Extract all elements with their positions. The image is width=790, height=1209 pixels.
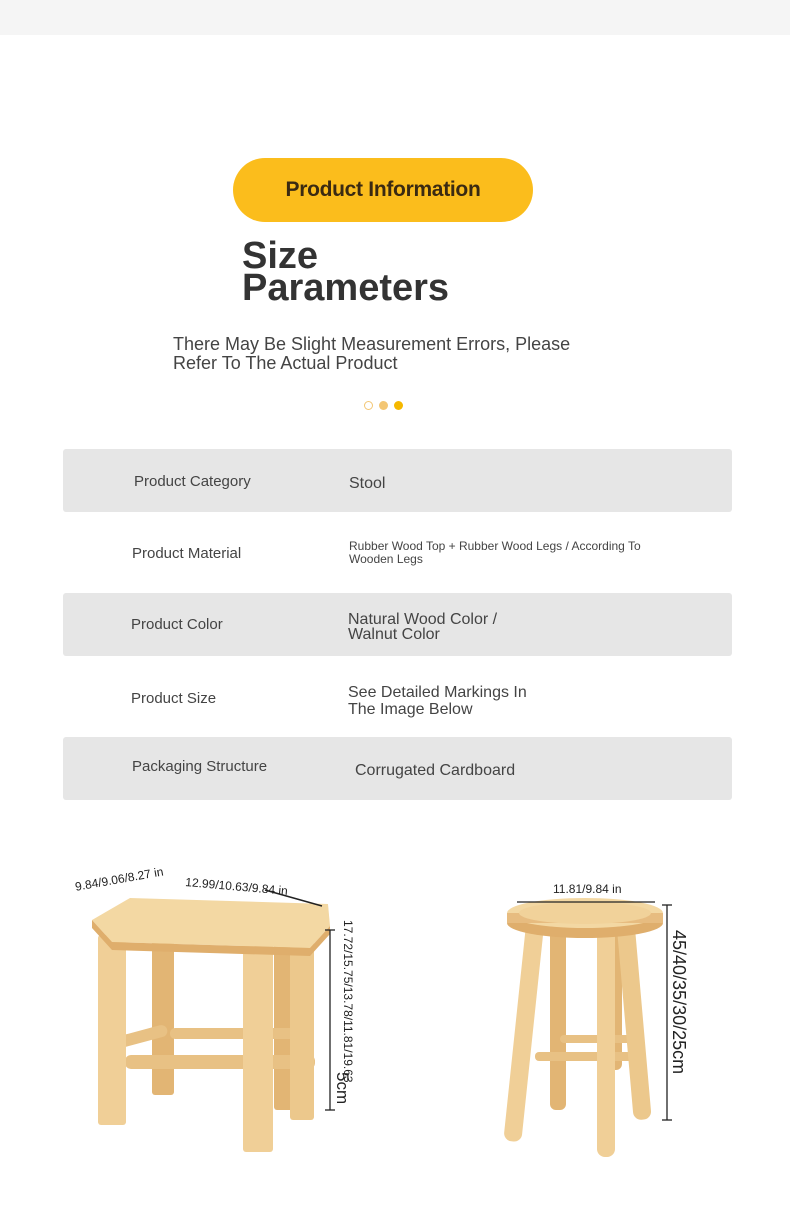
width-dimension: 12.99/10.63/9.84 in — [184, 875, 289, 898]
spec-label: Packaging Structure — [132, 758, 268, 775]
title-line-1: Size — [242, 235, 319, 277]
measurement-note: There May Be Slight Measurement Errors, Please Refer To The Actual Product — [173, 334, 571, 373]
dot-1 — [364, 401, 373, 410]
spec-value: Natural Wood Color / Walnut Color — [348, 611, 498, 643]
badge-label: Product Information — [285, 178, 481, 201]
spec-value: Rubber Wood Top + Rubber Wood Legs / According To Wooden Legs — [349, 539, 641, 566]
spec-value: See Detailed Markings In The Image Below — [348, 684, 527, 718]
page-title — [242, 235, 450, 309]
square-stool-image — [60, 860, 380, 1170]
spec-label: Product Size — [131, 690, 217, 707]
product-information-badge — [233, 158, 533, 222]
round-height-dimension: 45/40/35/30/25cm — [669, 930, 689, 1075]
depth-dimension: 9.84/9.06/8.27 in — [74, 864, 165, 894]
top-bar — [0, 0, 790, 35]
spec-label: Product Material — [132, 545, 242, 562]
spec-value: Stool — [349, 475, 386, 492]
dot-2 — [379, 401, 388, 410]
diameter-dimension: 11.81/9.84 in — [553, 882, 622, 896]
title-line-2: Parameters — [242, 267, 450, 309]
height-unit: 5cm — [333, 1072, 352, 1105]
spec-label: Product Category — [134, 473, 251, 490]
dot-3 — [394, 401, 403, 410]
height-dimension: 17.72/15.75/13.78/11.81/19.63 — [341, 920, 355, 1083]
carousel-dots — [364, 401, 403, 410]
spec-value: Corrugated Cardboard — [355, 762, 516, 779]
spec-label: Product Color — [131, 616, 223, 633]
